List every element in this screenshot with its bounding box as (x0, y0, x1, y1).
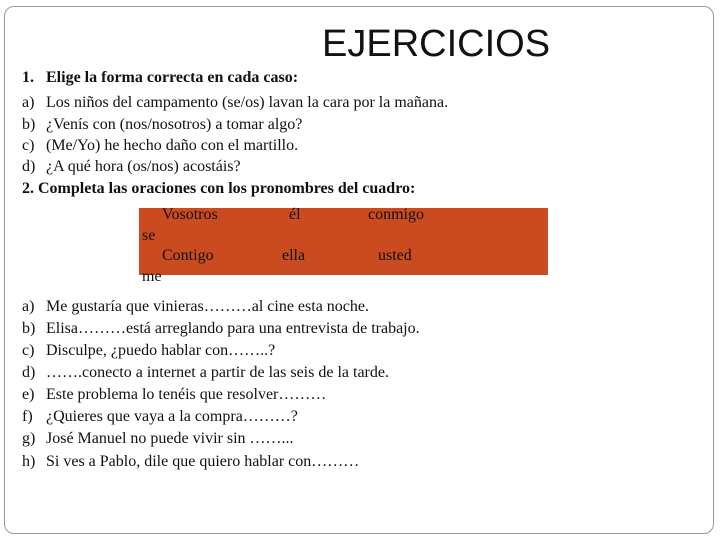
item-marker: h) (22, 453, 36, 470)
exercise2-item-f (22, 406, 298, 428)
pronoun-word: Vosotros (162, 206, 218, 223)
item-text: Elisa………está arreglando para una entrevista de trabajo. (46, 320, 420, 337)
exercise2-item-d (22, 362, 389, 384)
pronoun-word: se (142, 227, 156, 244)
exercise1-instruction: Elige la forma correcta en cada caso: (46, 69, 299, 86)
item-text: ¿Quieres que vaya a la compra………? (46, 408, 298, 425)
item-text: Disculpe, ¿puedo hablar con……..? (46, 342, 276, 359)
item-text: Los niños del campamento (se/os) lavan la cara por la mañana. (46, 94, 449, 111)
item-marker: b) (22, 116, 36, 133)
pronoun-word: usted (378, 247, 412, 264)
item-marker: f) (22, 408, 33, 425)
pronoun-word: él (289, 206, 301, 223)
item-marker: b) (22, 320, 36, 337)
item-marker: g) (22, 430, 36, 447)
item-text: Este problema lo tenéis que resolver……… (46, 386, 327, 403)
exercise2-item-b (22, 318, 420, 340)
pronoun-word: Contigo (162, 247, 214, 264)
exercise1-item-b (22, 114, 302, 136)
exercise1-item-a (22, 92, 448, 114)
item-marker: a) (22, 298, 35, 315)
exercise2-item-h (22, 451, 359, 473)
item-marker: c) (22, 342, 35, 359)
item-text: (Me/Yo) he hecho daño con el martillo. (46, 137, 299, 154)
pronoun-word: ella (282, 247, 306, 264)
exercise1-item-d (22, 156, 241, 178)
pronoun-word: me (142, 268, 162, 285)
pronoun-box (139, 206, 548, 285)
item-marker: c) (22, 137, 35, 154)
slide-title: EJERCICIOS (322, 23, 551, 65)
item-text: ¿A qué hora (os/nos) acostáis? (46, 158, 241, 175)
exercise1-item-c (22, 135, 298, 157)
exercise1-number: 1. (22, 69, 34, 86)
exercise2-item-c (22, 340, 275, 362)
item-text: José Manuel no puede vivir sin ……... (46, 430, 294, 447)
exercise2-instruction: 2. Completa las oraciones con los pronombres del cuadro: (22, 180, 416, 197)
item-text: …….conecto a internet a partir de las seis de la tarde. (46, 364, 389, 381)
exercise2-item-g (22, 428, 294, 450)
item-text: ¿Venís con (nos/nosotros) a tomar algo? (46, 116, 303, 133)
item-text: Me gustaría que vinieras………al cine esta noche. (46, 298, 369, 315)
item-text: Si ves a Pablo, dile que quiero hablar con……… (46, 453, 360, 470)
item-marker: a) (22, 94, 35, 111)
item-marker: d) (22, 364, 36, 381)
exercise1-heading (22, 67, 298, 89)
exercise2-item-a (22, 296, 369, 318)
item-marker: e) (22, 386, 35, 403)
pronoun-word: conmigo (368, 206, 424, 223)
item-marker: d) (22, 158, 36, 175)
exercise2-item-e (22, 384, 326, 406)
